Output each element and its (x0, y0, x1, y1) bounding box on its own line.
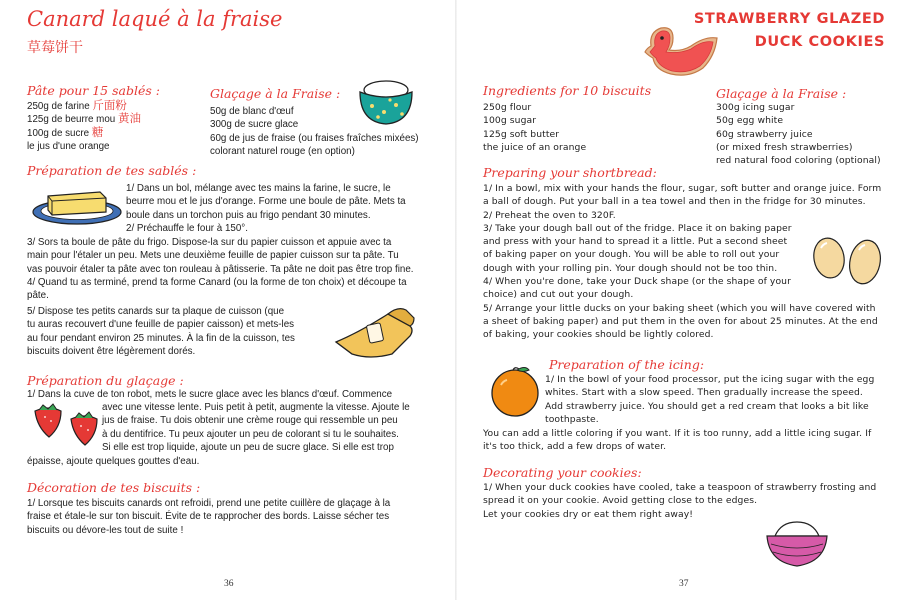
ingredients-heading: Ingredients for 10 biscuits (483, 83, 652, 98)
butter-plate-icon (30, 184, 124, 226)
preparation-glacage-heading: Préparation du glaçage : (27, 373, 184, 388)
pate-line: le jus d'une orange (27, 140, 110, 152)
decoration-heading: Décoration de tes biscuits : (27, 480, 201, 495)
pate-line: 100g de sucre 糖 (27, 126, 104, 139)
glacage-heading-en: Glaçage à la Fraise : (716, 86, 847, 101)
glacage-list-en: 300g icing sugar 50g egg white 60g strawberry juice (or mixed fresh strawberries) red natural food coloring (optional) (716, 102, 881, 167)
sables-steps: 3/ Sors ta boule de pâte du frigo. Dispose-la sur du papier cuisson et appuie avec ta main pour l'étaler un peu. Mets une deuxième feuille de papier cuisson sur ta pâte. Tu vas pouvoir étaler ta pâte avec ton rouleau à pâtisserie. Ta pâte ne doit pas être trop fine. 4/ Quand tu as terminé, prend ta forme Canard (ou la forme de ton choix) et découpe ta pâte. (27, 237, 414, 302)
pate-line: 250g de farine 斤面粉 (27, 100, 127, 112)
glacage-steps: avec une vitesse lente. Puis petit à petit, augmente la vitesse. Ajoute le jus de fraise. Tu dois obtenir une crème rouge qui ressemble un peu à du dentifrice. Tu peux ajouter un peu de colorant si tu le souhaites. Si elle est trop liquide, ajoute un peu de sucre glace. Si elle est trop (102, 402, 410, 453)
page-title-en-1: STRAWBERRY GLAZED (693, 11, 885, 27)
glacage-ingredients-heading: Glaçage à la Fraise : (210, 86, 341, 101)
page-title-en-2: DUCK COOKIES (754, 34, 885, 50)
eggs-icon (809, 222, 889, 292)
flour-bag-icon (330, 296, 422, 362)
right-page (457, 0, 913, 600)
shortbread-steps: 1/ In a bowl, mix with your hands the flour, sugar, soft butter and orange juice. Form a ball of dough. Put your ball in a tea towel and then in the fridge for 30 minutes. 2/ Preheat the oven to 320F. 3/ Take your dough ball out of the fridge. Place it on baking paper and press with your hand to spread it a little. Put a second sheet of baking paper on your dough. You will be able to roll out your dough with your rolling pin. Your dough should not be too thin. 4/ When you're done, take your Duck shape (or the shape of your choice) and cut out your dough. 5/ Arrange your little ducks on your baking sheet (which you will have covered with a sheet of baking paper) and put them in the oven for about 25 minutes. At the end of baking, your cookies should be lightly colored. (483, 183, 882, 341)
ingredients-list: 250g flour 100g sugar 125g soft butter the juice of an orange (483, 102, 587, 153)
glacage-ingredients-list: 50g de blanc d'œuf 300g de sucre glace 60g de jus de fraise (ou fraises fraîches mixées) colorant naturel rouge (en option) (210, 106, 419, 157)
left-page (0, 0, 456, 600)
icing-extra: You can add a little coloring if you want. If it is too runny, add a little icing sugar. If it's too thick, add a few drops of water. (483, 428, 872, 453)
decorating-steps: 1/ When your duck cookies have cooled, take a teaspoon of strawberry frosting and spread it on your cookie. Avoid getting close to the edges. Let your cookies dry or eat them right away! (483, 482, 877, 520)
glacage-step1: 1/ Dans la cuve de ton robot, mets le sucre glace avec les blancs d'œuf. Commence (27, 389, 393, 400)
orange-icon (483, 363, 549, 419)
flour-bowl-icon (352, 76, 420, 128)
glacage-last: épaisse, ajoute quelques gouttes d'eau. (27, 456, 200, 467)
page-title: Canard laqué à la fraise (27, 7, 283, 31)
pate-line: 125g de beurre mou 黄油 (27, 113, 141, 126)
decoration-steps: 1/ Lorsque tes biscuits canards ont refroidi, prend une petite cuillère de glaçage à la fraise et étale-le sur ton biscuit. Évite de te rapprocher des bords. Laisse sécher tes biscuits ou dévore-les tout de suite ! (27, 498, 391, 536)
page-number-left: 36 (224, 579, 234, 589)
strawberries-icon (31, 401, 103, 447)
preparation-sables-heading: Préparation de tes sablés : (27, 163, 197, 178)
duck-cookie-icon (643, 16, 725, 82)
icing-heading: Preparation of the icing: (549, 357, 705, 372)
sables-step5: 5/ Dispose tes petits canards sur ta plaque de cuisson (que tu auras recouvert d'une feuille de papier caisson) et mets-les au four pendant environ 25 minutes. À la fin de la cuisson, tes biscuits doivent être légèrement dorés. (27, 306, 295, 357)
page-number-right: 37 (679, 579, 689, 589)
icing-steps: 1/ In the bowl of your food processor, put the icing sugar with the egg whites. Start with a slow speed. Then gradually increase the speed. Add strawberry juice. You should get a red cream that looks a bit like toothpaste. (545, 374, 875, 425)
sugar-bowl-icon (761, 516, 833, 572)
pate-heading: Pâte pour 15 sablés : (27, 83, 160, 98)
page-subtitle-cn: 草莓饼干 (27, 40, 83, 56)
decorating-heading: Decorating your cookies: (483, 465, 642, 480)
shortbread-heading: Preparing your shortbread: (483, 165, 657, 180)
sables-intro: 1/ Dans un bol, mélange avec tes mains la farine, le sucre, le beurre mou et le jus d'orange. Forme une boule de pâte. Mets ta boule dans un torchon puis au frigo pendant 30 minutes. 2/ Préchauffe le four à 150°. (126, 183, 406, 234)
pate-list (27, 100, 141, 153)
